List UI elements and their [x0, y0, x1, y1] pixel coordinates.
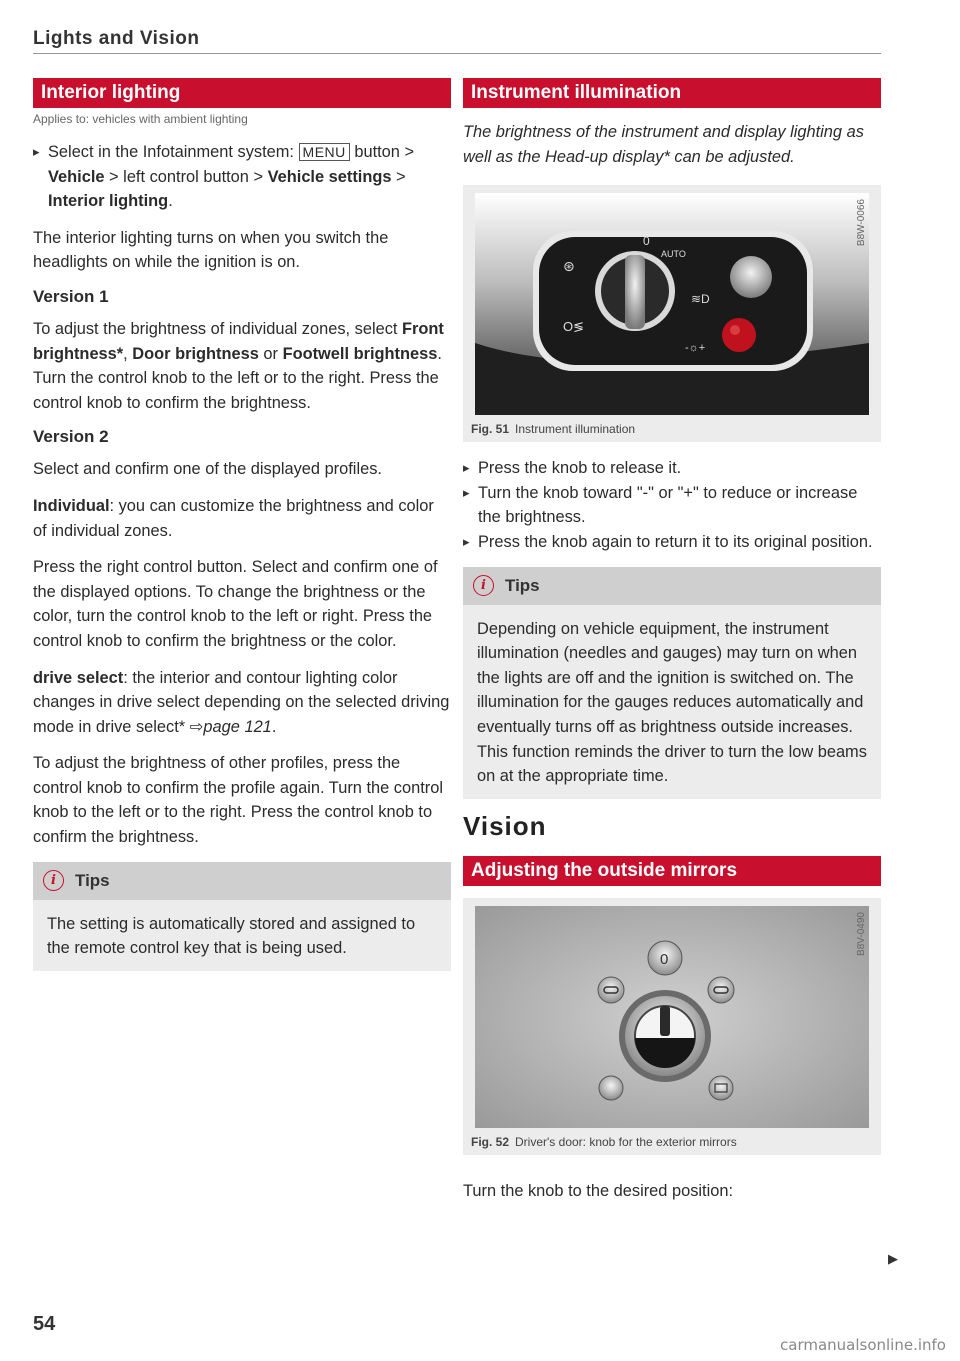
paragraph-interior-on: The interior lighting turns on when you switch the headlights on while the ignition is on.	[33, 228, 389, 272]
page-header-title: Lights and Vision	[33, 28, 200, 49]
mirror-knob-image	[475, 906, 869, 1128]
zero-marking: 0	[660, 950, 669, 968]
tips-box-right	[463, 567, 881, 799]
heading-version-1: Version 1	[33, 286, 109, 306]
section-title-outside-mirrors: Adjusting the outside mirrors	[463, 856, 881, 886]
figure-51-caption: Fig. 51 Instrument illumination	[471, 422, 636, 437]
right-column	[463, 78, 881, 1215]
info-icon: i	[43, 870, 64, 891]
paragraph-other-profiles: To adjust the brightness of other profiles, press the control knob to confirm the profile again. Turn the control knob to the left or to the right. Press the control knob to confirm the brightness.	[33, 754, 443, 847]
tips-label: Tips	[505, 575, 540, 595]
heading-vision: Vision	[463, 810, 547, 841]
figure-51-code: B8W-0066	[856, 199, 867, 247]
watermark: carmanualsonline.info	[780, 1336, 946, 1354]
tips-text: Depending on vehicle equipment, the instrument illumination (needles and gauges) may turn on when the lights are off and the ignition is switched on. The illumination for the gauges reduces automatically and eventually turns off as brightness outside increases. This function reminds the driver to turn the low beams on at the appropriate time.	[477, 619, 867, 786]
section-title-interior-lighting: Interior lighting	[33, 78, 451, 108]
figure-52-caption: Fig. 52 Driver's door: knob for the exterior mirrors	[471, 1134, 737, 1149]
paragraph-right-button: Press the right control button. Select and confirm one of the displayed options. To change the brightness or the color, turn the control knob to the left or right. Press the control knob to confirm the brightness or the color.	[33, 558, 438, 650]
page-number: 54	[33, 1313, 56, 1335]
intro-text: The brightness of the instrument and display lighting as well as the Head-up display* can be adjusted.	[463, 123, 864, 166]
svg-text:O≶: O≶	[563, 319, 585, 335]
paragraph-drive-select: drive select: the interior and contour lighting color changes in drive select depending on the selected driving mode in drive select* ⇨page 121.	[33, 668, 450, 736]
menu-key: MENU	[299, 143, 350, 161]
next-page-arrow-icon: ▶	[888, 1251, 898, 1266]
info-icon: i	[473, 575, 494, 596]
paragraph-version-1: To adjust the brightness of individual zones, select Front brightness*, Door brightness or Footwell brightness. Turn the control knob to the left or to the right. Press the control knob to confirm the brightness.	[33, 319, 444, 412]
bullet-item: ▸ Turn the knob toward "-" or "+" to reduce or increase the brightness.	[463, 481, 881, 530]
bullet-item: ▸ Press the knob again to return it to its original position.	[463, 530, 881, 555]
tips-header	[463, 567, 881, 605]
tips-box-left	[33, 862, 451, 971]
left-column	[33, 78, 451, 971]
turn-knob-text: Turn the knob to the desired position:	[463, 1181, 734, 1200]
tips-label: Tips	[75, 870, 110, 890]
heading-version-2: Version 2	[33, 427, 109, 447]
figure-51	[463, 185, 881, 442]
instruction-step: ▸ Select in the Infotainment system: MENU button > Vehicle > left control button > Vehicle settings > Interior lighting.	[33, 140, 451, 214]
page-reference-link[interactable]: ⇨page 121	[189, 717, 272, 736]
light-switch-image	[475, 193, 869, 415]
instrument-bullets	[463, 456, 881, 554]
section-title-instrument-illumination: Instrument illumination	[463, 78, 881, 108]
figure-52-code: B8V-0490	[856, 911, 867, 956]
figure-52	[463, 898, 881, 1155]
svg-text:≋D: ≋D	[691, 292, 710, 307]
bullet-item: ▸ Press the knob to release it.	[463, 456, 881, 481]
auto-marking: AUTO	[661, 249, 686, 260]
applies-note: Applies to: vehicles with ambient lighting	[33, 112, 248, 126]
tips-text: The setting is automatically stored and assigned to the remote control key that is being used.	[47, 914, 416, 958]
brightness-marking: -☼+	[685, 342, 706, 355]
svg-text:⊛: ⊛	[563, 258, 575, 275]
paragraph-individual: Individual: you can customize the brightness and color of individual zones.	[33, 496, 434, 540]
header-divider	[33, 53, 881, 54]
zero-marking: 0	[643, 234, 650, 249]
paragraph-profiles: Select and confirm one of the displayed profiles.	[33, 460, 382, 479]
tips-header	[33, 862, 451, 900]
